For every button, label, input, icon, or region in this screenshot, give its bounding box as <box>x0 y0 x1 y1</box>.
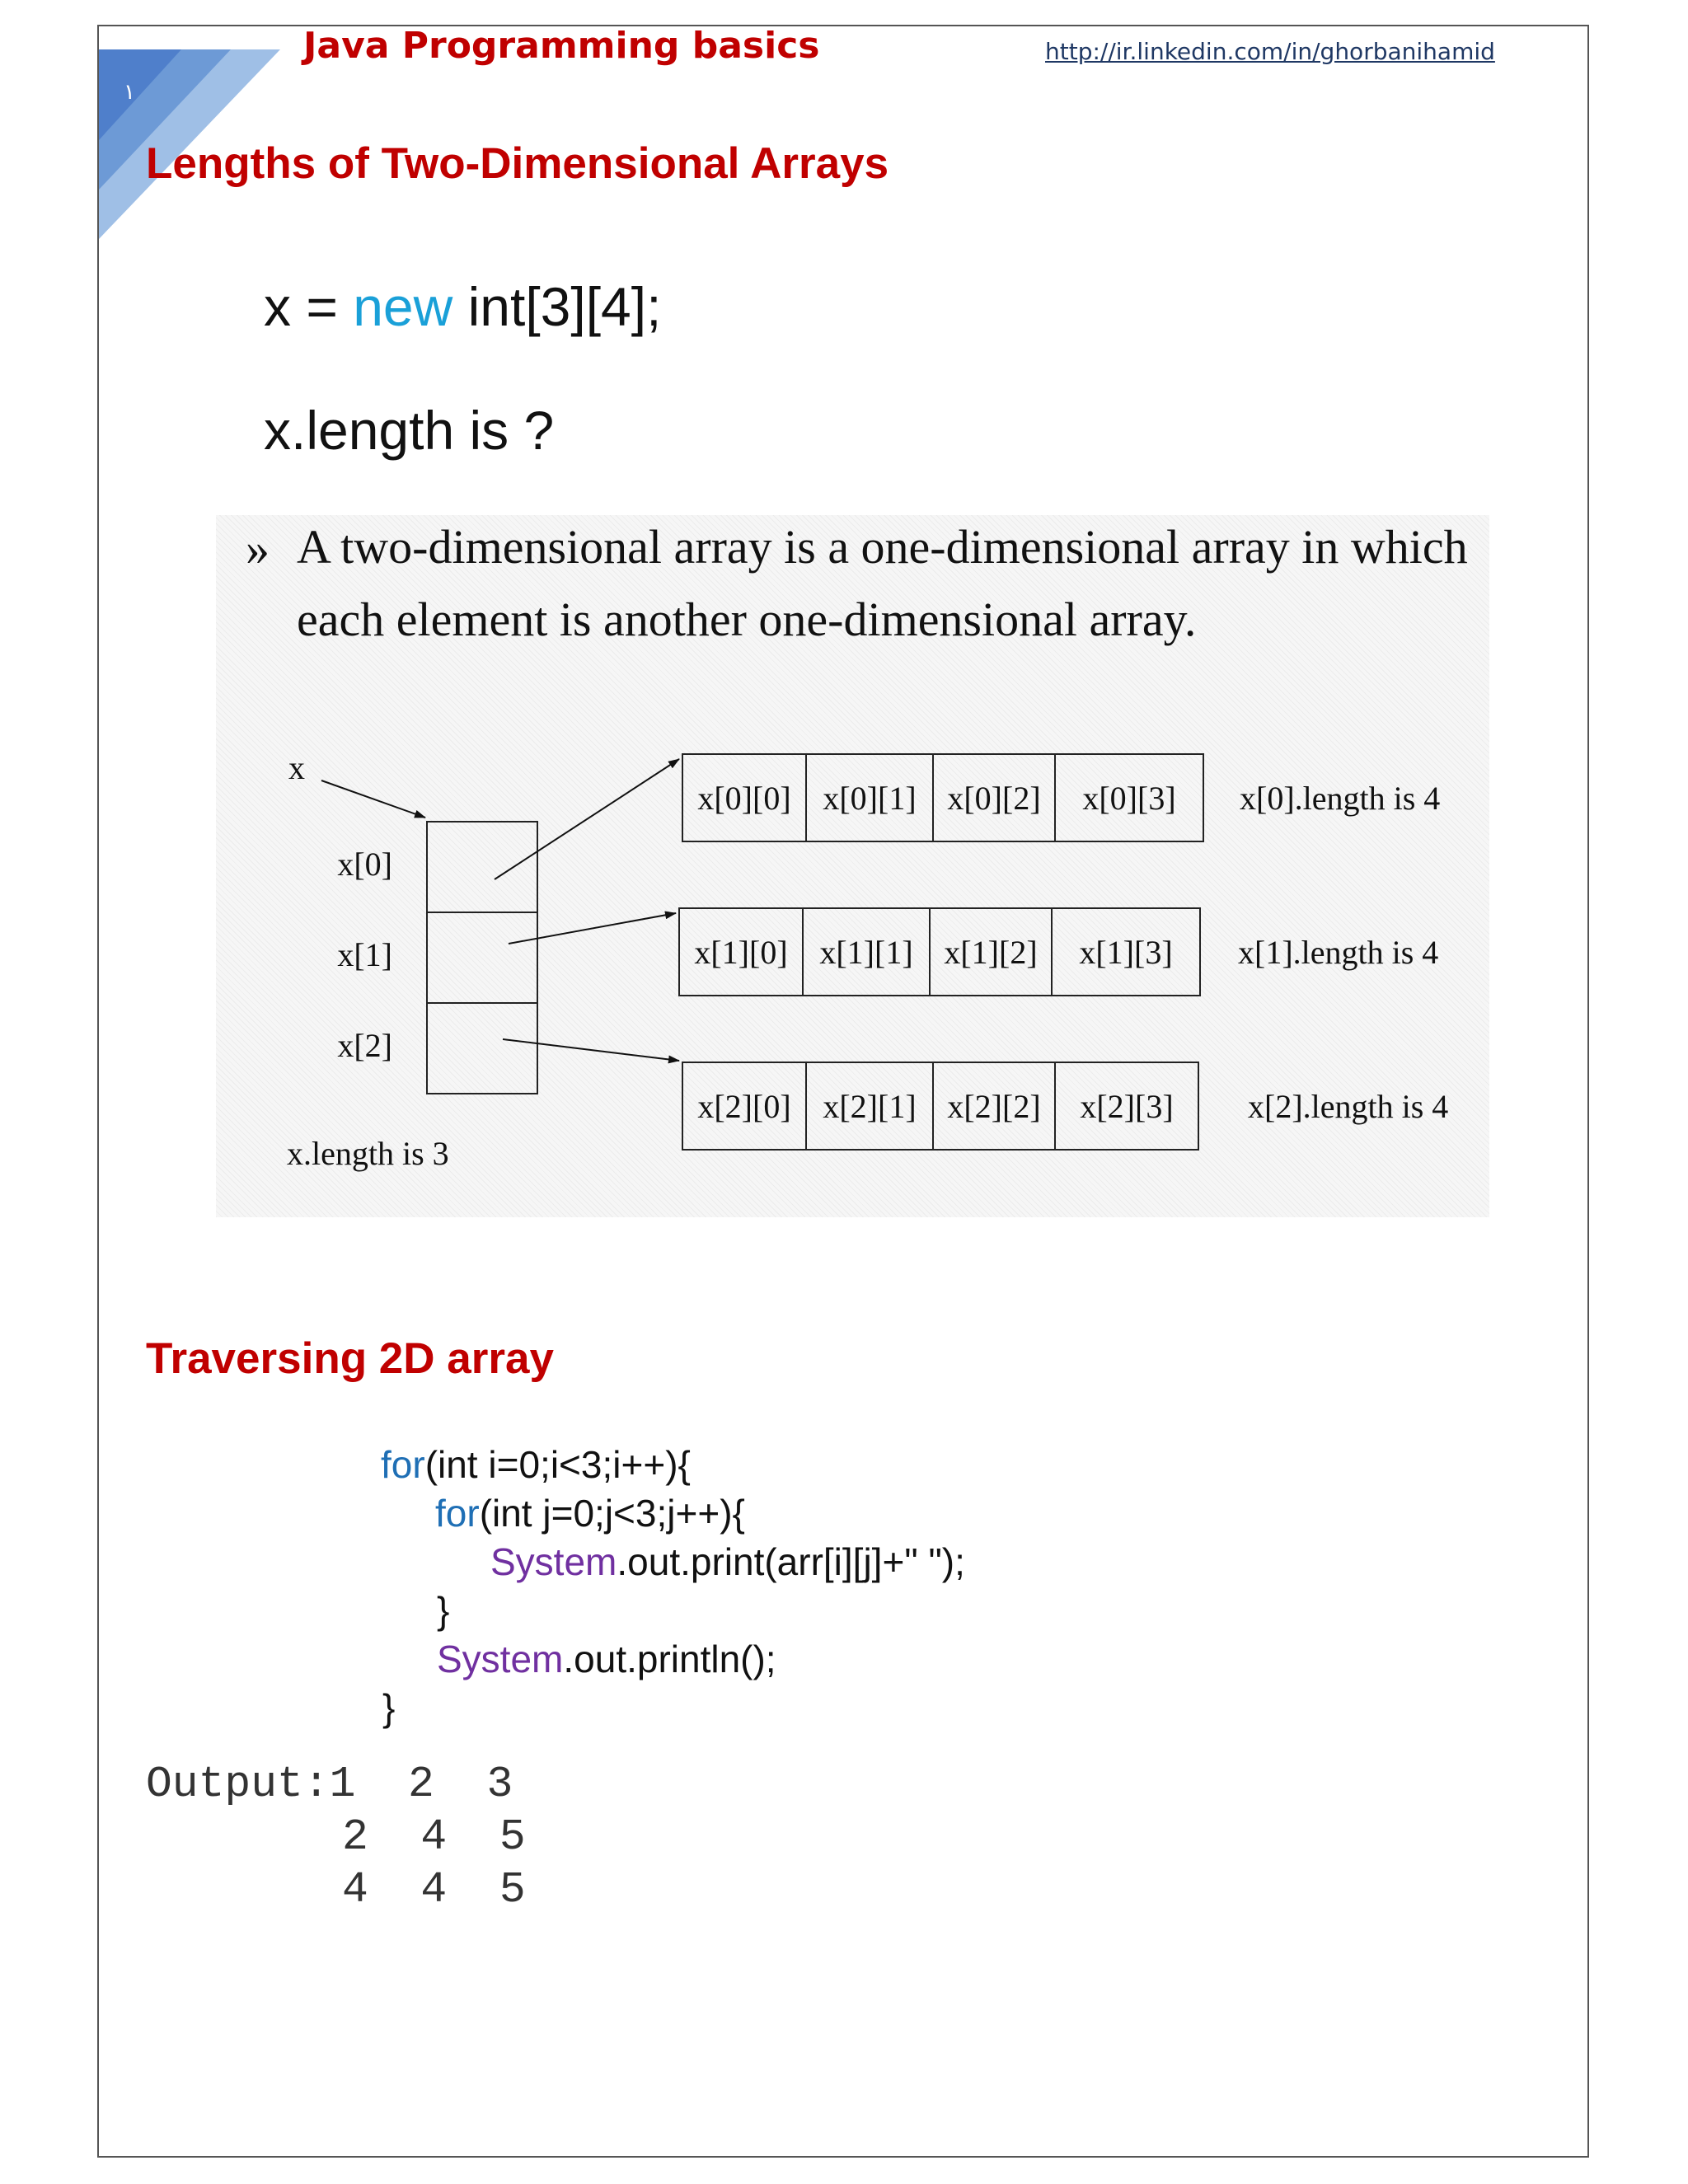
length-question: x.length is ? <box>264 400 555 461</box>
inner-array-row-2 <box>682 1062 1448 1150</box>
for-keyword: for <box>381 1443 425 1486</box>
declaration-rhs: int[3][4]; <box>452 276 662 337</box>
outer-label-0: x[0] <box>337 846 392 883</box>
array-diagram <box>216 515 1489 1217</box>
output-row-2: 2 4 5 <box>342 1812 526 1862</box>
arrow-row-0 <box>495 759 679 879</box>
output-values: 1 2 3 <box>329 1760 513 1809</box>
inner-array-row-1 <box>679 908 1438 996</box>
inner-array-row-0 <box>682 754 1440 841</box>
system-keyword: System <box>437 1638 564 1680</box>
outer-label-1: x[1] <box>337 936 392 973</box>
code-line-5 <box>381 1635 965 1684</box>
arrow-row-2 <box>503 1039 679 1061</box>
definition-line-1: A two-dimensional array is a one-dimensional array in which <box>297 520 1468 574</box>
row-1-length-label: x[1].length is 4 <box>1238 934 1439 971</box>
row-0-length-label: x[0].length is 4 <box>1240 780 1441 817</box>
outer-cell-0 <box>427 822 537 912</box>
declaration-lhs: x = <box>264 276 354 337</box>
system-keyword: System <box>490 1540 617 1583</box>
code-text: .out.println(); <box>563 1638 776 1680</box>
page-number: ١ <box>124 79 135 104</box>
cell-2-2: x[2][2] <box>947 1088 1041 1125</box>
definition-line-2: each element is another one-dimensional array. <box>297 593 1197 646</box>
row-2-length-label: x[2].length is 4 <box>1248 1088 1449 1125</box>
cell-1-0: x[1][0] <box>694 934 788 971</box>
cell-2-3: x[2][3] <box>1080 1088 1174 1125</box>
cell-1-3: x[1][3] <box>1079 934 1173 971</box>
outer-label-2: x[2] <box>337 1027 392 1064</box>
cell-1-1: x[1][1] <box>819 934 913 971</box>
output-row-1 <box>146 1758 526 1811</box>
output-row-3: 4 4 5 <box>342 1865 526 1915</box>
two-dimensional-array-figure <box>216 515 1489 1217</box>
arrow-row-1 <box>509 913 676 944</box>
array-declaration <box>264 275 661 338</box>
code-line-2 <box>381 1489 965 1538</box>
section-title-traversing: Traversing 2D array <box>146 1334 554 1383</box>
outer-cell-1 <box>427 912 537 1003</box>
traversal-code <box>381 1441 965 1732</box>
cell-0-3: x[0][3] <box>1082 780 1176 817</box>
header-title: Java Programming basics <box>303 25 820 67</box>
code-line-1 <box>381 1441 965 1489</box>
cell-0-1: x[0][1] <box>823 780 917 817</box>
code-line-4: } <box>437 1589 450 1632</box>
outer-cell-2 <box>427 1003 537 1094</box>
code-text: .out.print(arr[i][j]+" "); <box>617 1540 965 1583</box>
program-output <box>146 1758 526 1916</box>
outer-length-label: x.length is 3 <box>287 1135 449 1172</box>
code-text: (int i=0;i<3;i++){ <box>424 1443 691 1486</box>
code-line-3 <box>381 1538 965 1586</box>
cell-2-1: x[2][1] <box>823 1088 917 1125</box>
cell-1-2: x[1][2] <box>944 934 1038 971</box>
cell-0-2: x[0][2] <box>947 780 1041 817</box>
cell-0-0: x[0][0] <box>697 780 791 817</box>
code-line-6: } <box>382 1686 396 1729</box>
profile-link[interactable]: http://ir.linkedin.com/in/ghorbanihamid <box>1045 38 1495 65</box>
bullet-glyph: » <box>246 522 270 575</box>
section-title-lengths: Lengths of Two-Dimensional Arrays <box>146 139 889 188</box>
cell-2-0: x[2][0] <box>697 1088 791 1125</box>
new-keyword: new <box>353 276 453 337</box>
var-label-x: x <box>288 749 305 786</box>
code-text: (int j=0;j<3;j++){ <box>479 1492 745 1535</box>
arrow-x-to-outer <box>321 780 425 818</box>
for-keyword: for <box>435 1492 480 1535</box>
output-label: Output: <box>146 1760 330 1809</box>
